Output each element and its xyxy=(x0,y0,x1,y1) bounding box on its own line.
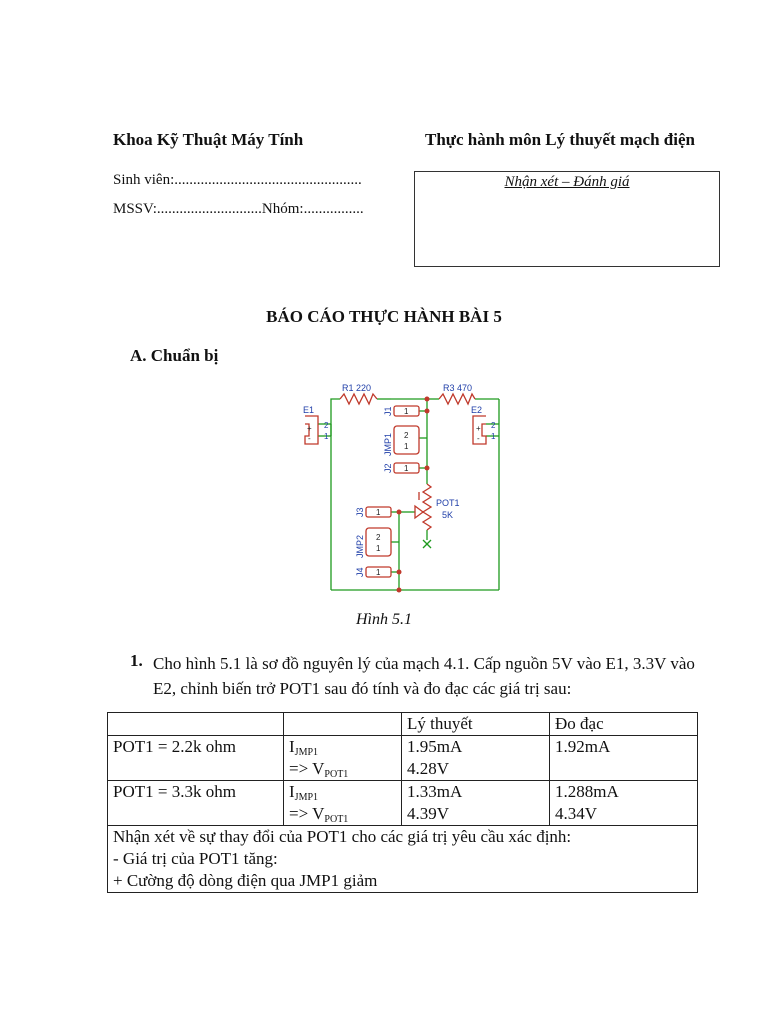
jmp1-pin2: 2 xyxy=(404,431,409,440)
table-header-row xyxy=(108,713,698,736)
j2-pin: 1 xyxy=(404,464,409,473)
note-line: Nhận xét về sự thay đổi của POT1 cho các giá trị yêu cầu xác định: xyxy=(113,827,572,846)
pot-value-cell: POT1 = 2.2k ohm xyxy=(108,736,284,781)
header-cell xyxy=(108,713,284,736)
j3-pin: 1 xyxy=(376,508,381,517)
e2-pin1: 1 xyxy=(491,432,496,441)
question-text: Cho hình 5.1 là sơ đồ nguyên lý của mạch 4.1. Cấp nguồn 5V vào E1, 3.3V vào E2, chỉnh biến trở POT1 sau đó tính và đo đạc các giá trị sau: xyxy=(153,654,695,698)
table-row xyxy=(108,736,698,781)
theory-cell: 1.95mA 4.28V xyxy=(402,736,550,781)
header-cell xyxy=(284,713,402,736)
notes-cell xyxy=(108,826,698,893)
r3-label: R3 470 xyxy=(443,383,473,393)
question-number: 1. xyxy=(130,651,143,670)
r1-label: R1 220 xyxy=(342,383,372,393)
faculty-name: Khoa Kỹ Thuật Máy Tính xyxy=(113,130,304,149)
theory-cell: 1.33mA 4.39V xyxy=(402,781,550,826)
student-name-field: Sinh viên:.................................................. xyxy=(113,172,362,188)
pot-label: POT1 xyxy=(436,498,460,508)
quantity-cell: $I_{JMP1}$ => $V_{POT1}$ xyxy=(284,736,402,781)
header-cell: Đo đạc xyxy=(550,713,698,736)
pot-value-cell: POT1 = 3.3k ohm xyxy=(108,781,284,826)
jmp1-pin1: 1 xyxy=(404,442,409,451)
e1-pin2: 2 xyxy=(324,421,329,430)
j3-label: J3 xyxy=(355,507,365,517)
e2-plus: + xyxy=(476,424,481,433)
course-name: Thực hành môn Lý thuyết mạch điện xyxy=(425,130,695,149)
student-id-group-field: MSSV:............................Nhóm:................ xyxy=(113,201,364,217)
measured-cell: 1.288mA 4.34V xyxy=(550,781,698,826)
review-box xyxy=(414,171,720,267)
notes-row xyxy=(108,826,698,893)
pot-value-label: 5K xyxy=(442,510,454,520)
e1-pin1: 1 xyxy=(324,432,329,441)
table-row xyxy=(108,781,698,826)
j1-pin: 1 xyxy=(404,407,409,416)
jmp2-pin1: 1 xyxy=(376,544,381,553)
report-title: BÁO CÁO THỰC HÀNH BÀI 5 xyxy=(266,307,502,326)
j2-label: J2 xyxy=(383,463,393,473)
jmp1-label: JMP1 xyxy=(383,432,393,456)
header-cell: Lý thuyết xyxy=(402,713,550,736)
e2-label: E2 xyxy=(471,405,483,415)
jmp2-pin2: 2 xyxy=(376,533,381,542)
measured-cell: 1.92mA xyxy=(550,736,698,781)
j1-label: J1 xyxy=(383,406,393,416)
circuit-diagram xyxy=(295,378,520,598)
review-title: Nhận xét – Đánh giá xyxy=(504,174,630,190)
e2-minus: - xyxy=(477,434,480,443)
section-a-heading: A. Chuẩn bị xyxy=(130,346,219,365)
e1-minus: - xyxy=(308,434,311,443)
figure-caption: Hình 5.1 xyxy=(356,611,412,628)
results-table xyxy=(107,712,698,893)
jmp2-label: JMP2 xyxy=(355,534,365,558)
j4-label: J4 xyxy=(355,567,365,577)
note-line: - Giá trị của POT1 tăng: xyxy=(113,849,278,868)
e1-plus: + xyxy=(307,424,312,433)
e2-pin2: 2 xyxy=(491,421,496,430)
quantity-cell: $I_{JMP1}$ => $V_{POT1}$ xyxy=(284,781,402,826)
note-line: + Cường độ dòng điện qua JMP1 giảm xyxy=(113,871,378,890)
e1-label: E1 xyxy=(303,405,315,415)
j4-pin: 1 xyxy=(376,568,381,577)
